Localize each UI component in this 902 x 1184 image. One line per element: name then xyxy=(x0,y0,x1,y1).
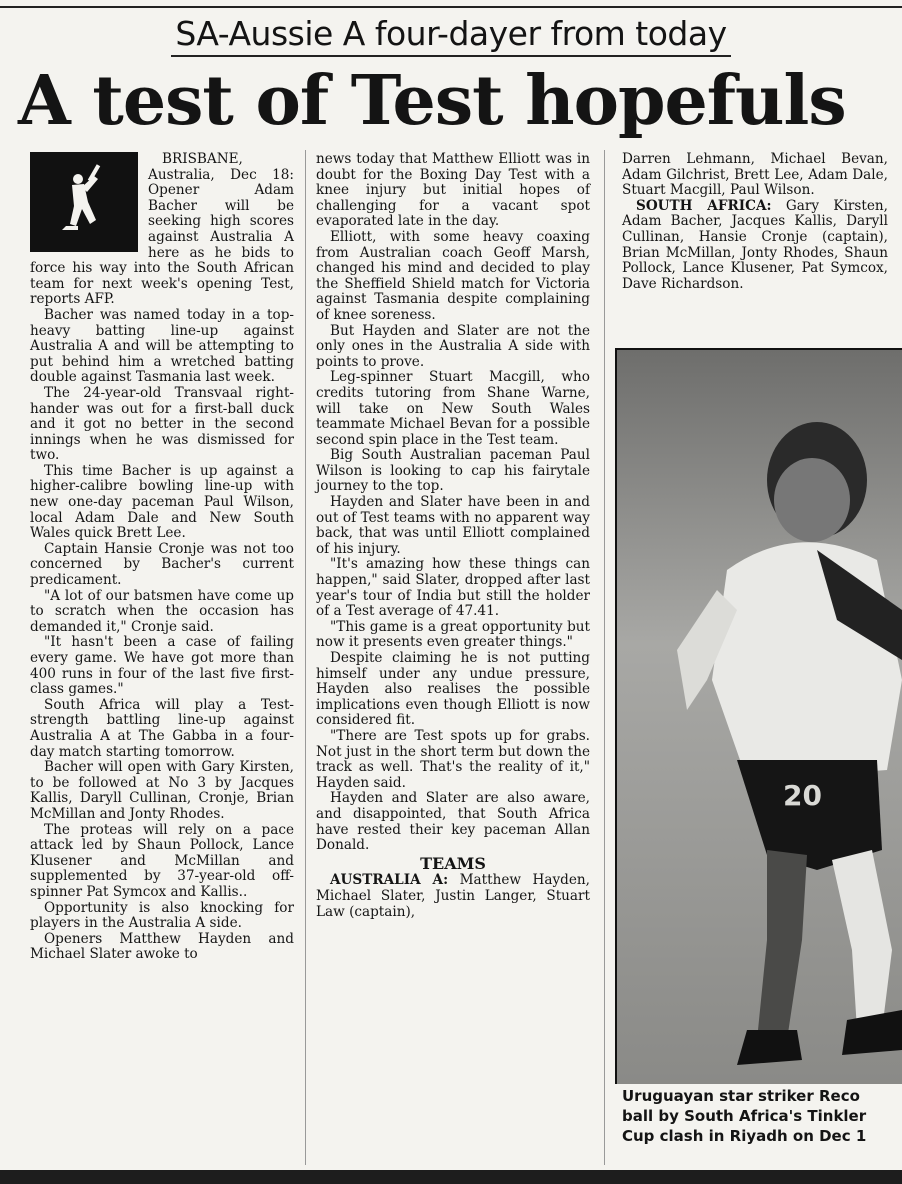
main-headline: A test of Test hopefuls xyxy=(18,61,846,141)
paragraph: Opportunity is also knocking for players in the Australia A side. xyxy=(30,899,294,932)
football-player-photo xyxy=(615,348,902,1084)
paragraph: Openers Matthew Hayden and Michael Slater awoke to xyxy=(30,930,294,963)
teams-heading: TEAMS xyxy=(420,853,486,873)
australia-a-players-continued: Darren Lehmann, Michael Bevan, Adam Gilchrist, Brett Lee, Adam Dale, Stuart Macgill, Paul Wilson. xyxy=(622,151,888,199)
column-divider xyxy=(305,150,306,1165)
paragraph: This time Bacher is up against a higher-calibre bowling line-up with new one-day paceman Paul Wilson, local Adam Dale and New South Wales quick Brett Lee. xyxy=(30,462,294,542)
paragraph: "There are Test spots up for grabs. Not just in the short term but down the track as well. That's the reality of it," Hayden said. xyxy=(316,727,590,791)
australia-a-squad xyxy=(316,873,590,920)
caption-line: Uruguayan star striker Reco xyxy=(622,1087,860,1105)
paragraph: "This game is a great opportunity but now it presents even greater things." xyxy=(316,618,590,651)
article-column-3 xyxy=(622,152,888,292)
south-africa-players: Gary Kirsten, Adam Bacher, Jacques Kallis, Daryll Cullinan, Hansie Cronje (captain), Brian McMillan, Jonty Rhodes, Shaun Pollock, Lance Klusener, Pat Symcox, Dave Richardson. xyxy=(622,197,888,292)
paragraph: Despite claiming he is not putting himself under any undue pressure, Hayden also realises the possible implications even though Elliott is now considered fit. xyxy=(316,650,590,729)
paragraph: The proteas will rely on a pace attack led by Shaun Pollock, Lance Klusener and McMillan and supplemented by 37-year-old off-spinner Pat Symcox and Kallis.. xyxy=(30,821,294,900)
column-divider xyxy=(604,150,605,1165)
paragraph: "It's amazing how these things can happen," said Slater, dropped after last year's tour of India but still the holder of a Test average of 47.41. xyxy=(316,556,590,620)
paragraph: Elliott, with some heavy coaxing from Australian coach Geoff Marsh, changed his mind and decided to play the Sheffield Shield match for Victoria against Tasmania despite complaining of knee soreness. xyxy=(316,228,590,323)
south-africa-label: SOUTH AFRICA: xyxy=(636,197,772,214)
paragraph: news today that Matthew Elliott was in doubt for the Boxing Day Test with a knee injury but initial hopes of challenging for a vacant spot evaporated late in the day. xyxy=(316,151,590,230)
australia-a-label: AUSTRALIA A: xyxy=(330,872,449,889)
caption-line: Cup clash in Riyadh on Dec 1 xyxy=(622,1127,867,1145)
kicker-headline xyxy=(0,14,902,53)
paragraph: Leg-spinner Stuart Macgill, who credits tutoring from Shane Warne, will take on New South Wales teammate Michael Bevan for a possible second spin place in the Test team. xyxy=(316,369,590,448)
paragraph: Hayden and Slater are also aware, and disappointed, that South Africa have rested their key paceman Allan Donald. xyxy=(316,790,590,854)
paragraph: But Hayden and Slater are not the only ones in the Australia A side with points to prove. xyxy=(316,322,590,370)
kicker-text: SA-Aussie A four-dayer from today xyxy=(171,14,730,57)
paragraph: South Africa will play a Test-strength battling line-up against Australia A at The Gabba in a four-day match starting tomorrow. xyxy=(30,696,294,760)
paragraph: Captain Hansie Cronje was not too concerned by Bacher's current predicament. xyxy=(30,540,294,589)
paragraph: "A lot of our batsmen have come up to scratch when the occasion has demanded it," Cronje said. xyxy=(30,587,294,635)
bottom-border xyxy=(0,1170,902,1184)
cricket-batsman-icon xyxy=(30,152,138,252)
shirt-number: 20 xyxy=(783,779,822,812)
football-player-image xyxy=(617,350,902,1084)
paragraph: The 24-year-old Transvaal right-hander was out for a first-ball duck and it got no better in the second innings when he was dismissed for two. xyxy=(30,384,294,464)
paragraph: Hayden and Slater have been in and out of Test teams with no apparent way back, that was until Elliott complained of his injury. xyxy=(316,494,590,557)
article-column-2 xyxy=(316,152,590,920)
article-column-1 xyxy=(30,152,294,963)
south-africa-squad xyxy=(622,199,888,293)
paragraph: BRISBANE, Australia, Dec 18: Opener Adam Bacher will be seeking high scores against Australia A here as he bids to force his way into the South African team for next week's opening Test, reports AFP. xyxy=(30,151,294,308)
paragraph: Bacher was named today in a top-heavy batting line-up against Australia A and will be attempting to put behind him a wretched batting double against Tasmania last week. xyxy=(30,306,294,386)
caption-line: ball by South Africa's Tinkler xyxy=(622,1107,867,1125)
paragraph: "It hasn't been a case of failing every game. We have got more than 400 runs in four of the last five first-class games." xyxy=(30,634,294,698)
paragraph: Big South Australian paceman Paul Wilson is looking to cap his fairytale journey to the top. xyxy=(316,447,590,495)
photo-caption xyxy=(622,1086,902,1146)
australia-a-players: Matthew Hayden, Michael Slater, Justin Langer, Stuart Law (captain), xyxy=(316,872,590,920)
paragraph: Bacher will open with Gary Kirsten, to be followed at No 3 by Jacques Kallis, Daryll Cullinan, Cronje, Brian McMillan and Jonty Rhodes. xyxy=(30,759,294,822)
top-rule xyxy=(0,6,902,8)
